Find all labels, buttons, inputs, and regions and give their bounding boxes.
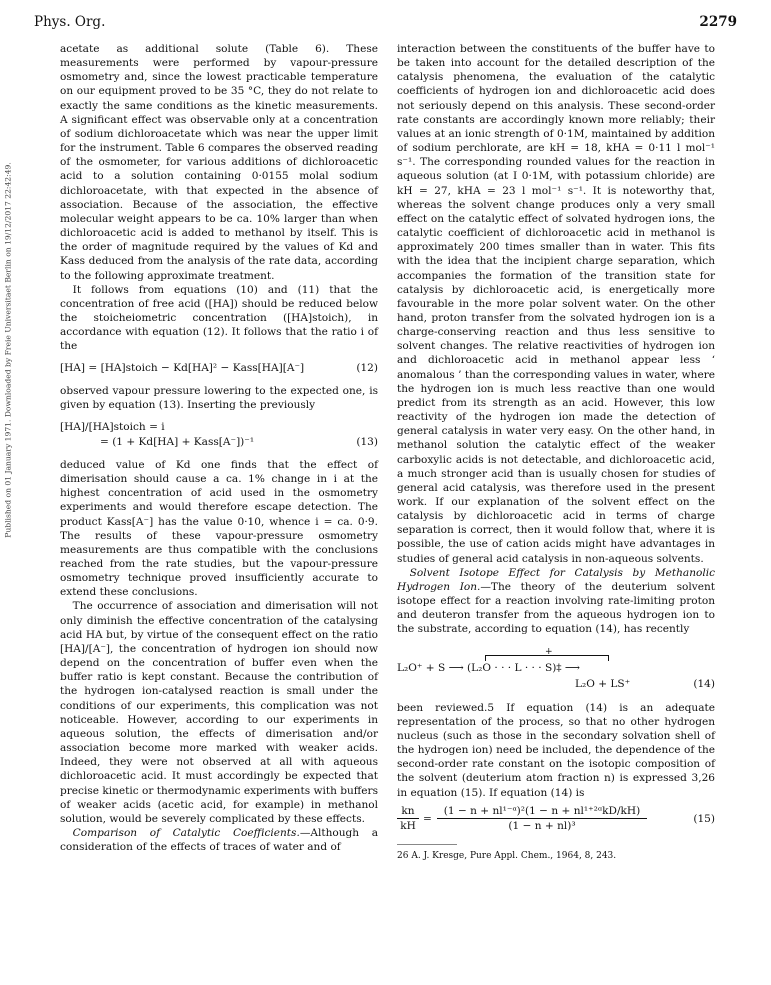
equation-number: (15) (693, 812, 715, 825)
equation-line: = (1 + Kd[HA] + Kass[A⁻])⁻¹ (100, 435, 255, 448)
fraction-lhs (397, 804, 419, 833)
equation-number: (12) (356, 362, 378, 375)
footnote-rule (397, 844, 457, 845)
paragraph: It follows from equations (10) and (11) that the concentration of free acid ([HA]) should be reduced below the stoicheiometric concentration ([HA]stoich), in accordance with equation (12). It follows that the ratio i of the (60, 283, 378, 353)
paragraph-text: —The theory of the deuterium solvent isotope effect for a reaction involving rate-limiting proton and deuteron transfer from the aqueous hydrogen ion to the substrate, according to equation (14), has recently (397, 580, 715, 636)
section-heading: Solvent Isotope Effect for Catalysis by Methanolic Hydrogen Ion. (397, 566, 715, 593)
journal-running-head: Phys. Org. (34, 14, 106, 30)
right-column (397, 42, 715, 863)
equation-number: (13) (356, 435, 378, 448)
paragraph: The occurrence of association and dimerisation will not only diminish the effective concentration of the catalysing acid HA but, by virtue of the consequent effect on the ratio [HA]/[A⁻], the concentration of hydrogen ion should now depend on the concentration of buffer even when the buffer ratio is kept constant. Because the contribution of the hydrogen ion-catalysed reaction is small under the conditions of our experiments, this complication was not noticeable. However, according to our experiments in aqueous solution, the effects of dimerisation and/or association become more marked with weaker acids. Indeed, they were not observed at all with aqueous dichloroacetic acid. It must accordingly be expected that precise kinetic or thermodynamic experiments with buffers of weaker acids (acetic acid, for example) in methanol solution, would be severely complicated by these effects. (60, 600, 378, 825)
paragraph: deduced value of Kd one finds that the effect of dimerisation should cause a ca. 1% change in i at the highest concentration of acid used in the osmometry experiments and would therefore escape detection. The product Kass[A⁻] has the value 0·10, whence i = ca. 0·9. The results of these vapour-pressure osmometry measurements are thus compatible with the conclusions reached from the rate studies, but the vapour-pressure osmometry technique proved insufficiently accurate to extend these conclusions. (60, 458, 378, 599)
equation-12 (60, 361, 378, 375)
paragraph: been reviewed.5 If equation (14) is an adequate representation of the process, so that no other hydrogen nucleus (such as those in the secondary solvation shell of the hydrogen ion) need be included, the dependence of the second-order rate constant on the isotopic composition of the solvent (deuterium atom fraction n) is expressed 3,26 in equation (15). If equation (14) is (397, 701, 715, 799)
download-notice-sidebar (2, 40, 14, 660)
denominator: (1 − n + nl)³ (508, 819, 576, 832)
numerator: (1 − n + nl¹⁻ᵅ)²(1 − n + nl¹⁺²ᵅkD/kH) (437, 804, 647, 819)
left-column (60, 42, 378, 854)
equation-line: L₂O⁺ + S ⟶ (L₂O · · · L · · · S)‡ ⟶ (397, 661, 581, 674)
section-heading: Comparison of Catalytic Coefficients. (72, 826, 300, 839)
numerator: kn (397, 804, 419, 819)
paragraph: acetate as additional solute (Table 6). These measurements were performed by vapour-pressure osmometry and, since the lowest practicable temperature on our equipment proved to be 35 °C, they do not relate to exactly the same conditions as the kinetic measurements. A significant effect was observable only at a concentration of sodium dichloroacetate which was near the upper limit for the instrument. Table 6 compares the observed reading of the osmometer, for various additions of dichloroacetic acid to a solution containing 0·0155 molal sodium dichloroacetate, with that expected in the absence of association. Because of the association, the effective molecular weight appears to be ca. 10% larger than when dichloroacetic acid is added to methanol by itself. This is the order of magnitude required by the values of Kd and Kass deduced from the analysis of the rate data, according to the following approximate treatment. (60, 43, 378, 282)
denominator: kH (400, 819, 416, 832)
footnote: 26 A. J. Kresge, Pure Appl. Chem., 1964, 8, 243. (397, 850, 617, 861)
equation-body: [HA] = [HA]stoich − Kd[HA]² − Kass[HA][A⁻] (60, 362, 305, 375)
fraction-rhs (437, 804, 647, 833)
equation-14 (397, 645, 715, 695)
paragraph-text: —Although a consideration of the effects of traces of water and of (60, 826, 378, 854)
paragraph: interaction between the constituents of the buffer have to be taken into account for the detailed description of the catalysis phenomena, the evaluation of the catalytic coefficients of hydrogen ion and dichloroacetic acid does not seriously depend on this analysis. These second-order rate constants are accordingly known more reliably; their values at an ionic strength of 0·1M, maintained by addition of sodium perchlorate, are kH = 18, kHA = 0·11 l mol⁻¹ s⁻¹. The corresponding rounded values for the reaction in aqueous solution (at I 0·1M, with potassium chloride) are kH = 27, kHA = 23 l mol⁻¹ s⁻¹. It is noteworthy that, whereas the solvent change produces only a very small effect on the catalytic effect of solvated hydrogen ions, the catalytic coefficient of dichloroacetic acid in methanol is approximately 200 times smaller than in water. This fits with the idea that the incipient charge separation, which accompanies the formation of the transition state for catalysis by dichloroacetic acid, is energetically more favourable in the more polar solvent water. On the other hand, proton transfer from the solvated hydrogen ion is a charge-conserving reaction and thus less sensitive to solvent changes. The relative reactivities of hydrogen ion and dichloroacetic acid in methanol appear less ‘ anomalous ’ than the corresponding values in water, where the hydrogen ion is much less reactive than one would predict from its strength as an acid. However, this low reactivity of the hydrogen ion made the detection of general catalysis in water very easy. On the other hand, in methanol solution the catalytic effect of the weaker carboxylic acids is not detectable, and dichloroacetic acid, a much stronger acid than is usually chosen for studies of general acid catalysis, was therefore used in the present work. If our explanation of the solvent effect on the catalysis by dichloroacetic acid in terms of charge separation is correct, then it would follow that, where it is possible, the use of cation acids might have advantages in studies of general acid catalysis in non-aqueous solvents. (397, 43, 715, 565)
equation-line: [HA]/[HA]stoich = i (60, 420, 165, 433)
paragraph (397, 566, 715, 637)
equals-sign: = (423, 812, 432, 825)
equation-line: L₂O + LS⁺ (575, 677, 631, 690)
paragraph (60, 826, 378, 854)
download-notice-text: Published on 01 January 1971. Downloaded by Freie Universitaet Berlin on 19/12/2017 22:42:49. (3, 162, 13, 538)
paragraph: observed vapour pressure lowering to the expected one, is given by equation (13). Inserting the previously (60, 384, 378, 411)
charge-sign: + (545, 646, 553, 657)
equation-number: (14) (693, 677, 715, 690)
equation-15 (397, 804, 715, 838)
page-number: 2279 (699, 14, 737, 30)
equation-13 (60, 420, 378, 450)
